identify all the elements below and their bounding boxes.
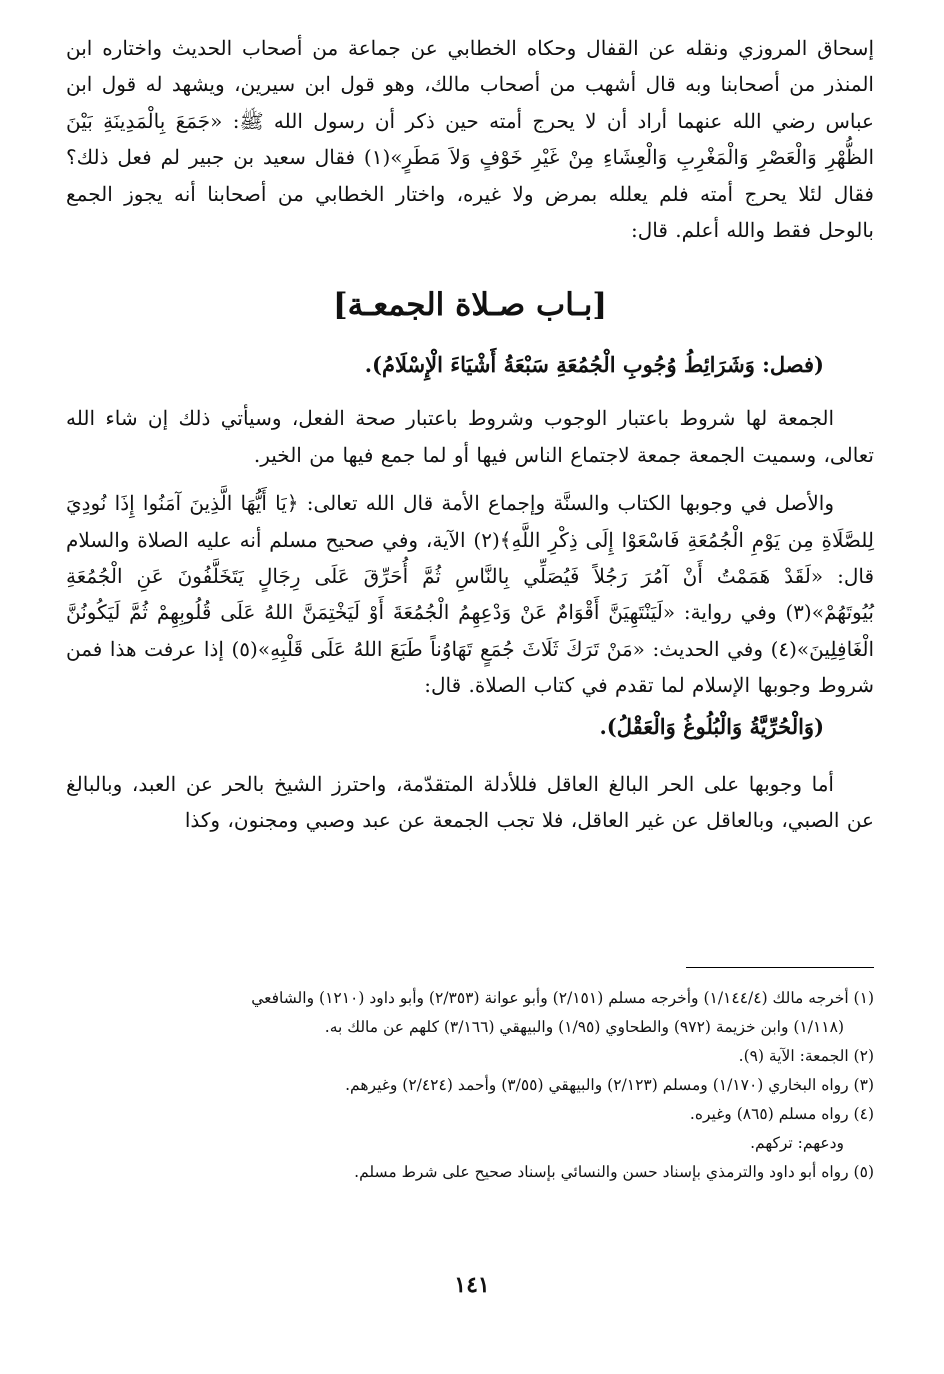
section-heading: (فصل: وَشَرَائِطُ وُجُوبِ الْجُمُعَةِ سَبْعَةُ أَشْيَاءَ الْإِسْلَامُ). [364, 352, 824, 378]
footnote-separator [686, 967, 874, 968]
footnote-1-continued: (١/١١٨) وابن خزيمة (٩٧٢) والطحاوي (١/٩٥) والبيهقي (٣/١٦٦) كلهم عن مالك به. [324, 1018, 844, 1036]
paragraph-conditions: الجمعة لها شروط باعتبار الوجوب وشروط باعتبار صحة الفعل، وسيأتي ذلك إن شاء الله تعالى، وسميت الجمعة جمعة لاجتماع الناس فيها أو لما جمع فيها من الخير. [66, 406, 874, 467]
footnote-2: (٢) الجمعة: الآية (٩). [738, 1047, 874, 1065]
matn-line: (وَالْحُرِّيَّةُ وَالْبُلُوغُ وَالْعَقْلُ). [599, 713, 824, 739]
footnote-4-gloss: ودعهم: تركهم. [750, 1134, 844, 1152]
page-number: ١٤١ [454, 1272, 490, 1298]
footnotes [70, 984, 874, 1187]
paragraph-obligation: أما وجوبها على الحر البالغ العاقل فللأدلة المتقدّمة، واحترز الشيخ بالحر عن العبد، وبالبالغ عن الصبي، وبالعاقل عن غير العاقل، فلا تجب الجمعة عن عبد وصبي ومجنون، وكذا [66, 771, 874, 833]
footnote-4: (٤) رواه مسلم (٨٦٥) وغيره. [689, 1105, 874, 1123]
page-body [66, 30, 874, 839]
footnote-1: (١) أخرجه مالك (١/١٤٤/٤) وأخرجه مسلم (٢/١٥١) وأبو عوانة (٢/٣٥٣) وأبو داود (١٢١٠) والشافعي [251, 989, 874, 1007]
footnote-3: (٣) رواه البخاري (١/١٧٠) ومسلم (٢/١٢٣) والبيهقي (٣/٥٥) وأحمد (٢/٤٢٤) وغيرهم. [345, 1076, 874, 1094]
chapter-title: [بـاب صـلاة الجمعـة] [332, 287, 608, 324]
footnote-5: (٥) رواه أبو داود والترمذي بإسناد حسن والنسائي بإسناد صحيح على شرط مسلم. [354, 1163, 874, 1181]
paragraph-evidence: والأصل في وجوبها الكتاب والسنَّة وإجماع الأمة قال الله تعالى: ﴿يَا أَيُّهَا الَّذِينَ آمَنُوا إِذَا نُودِيَ لِلصَّلَاةِ مِن يَوْمِ الْجُمُعَةِ فَاسْعَوْا إِلَى ذِكْرِ اللَّهِ﴾(٢) الآية، وفي صحيح مسلم أنه عليه الصلاة والسلام قال: «لَقَدْ هَمَمْتُ أَنْ آمُرَ رَجُلاً فَيُصَلِّي بِالنَّاسِ ثُمَّ أُحَرِّقَ عَلَى رِجَالٍ يَتَخَلَّفُونَ عَنِ الْجُمُعَةِ بُيُوتَهُمْ»(٣) وفي رواية: «لَيَنْتَهِيَنَّ أَقْوَامٌ عَنْ وَدْعِهِمُ الْجُمُعَةَ أَوْ لَيَخْتِمَنَّ اللهُ عَلَى قُلُوبِهِمْ ثُمَّ لَيَكُونُنَّ الْغَافِلِينَ»(٤) وفي الحديث: «مَنْ تَرَكَ ثَلَاثَ جُمَعٍ تَهَاوُناً طَبَعَ اللهُ عَلَى قَلْبِهِ»(٥) إذا عرفت هذا فمن شروط وجوبها الإسلام لما تقدم في كتاب الصلاة. قال: [66, 491, 874, 698]
intro-paragraph: إسحاق المروزي ونقله عن القفال وحكاه الخطابي عن جماعة من أصحاب الحديث واختاره ابن المنذر من أصحابنا وبه قال أشهب من أصحاب مالك، وهو قول ابن سيرين، ويشهد له قول ابن عباس رضي الله عنهما أراد أن لا يحرج أمته حين ذكر أن رسول الله ﷺ: «جَمَعَ بِالْمَدِينَةِ بَيْنَ الظُّهْرِ وَالْعَصْرِ وَالْمَغْرِبِ وَالْعِشَاءِ مِنْ غَيْرِ خَوْفٍ وَلاَ مَطَرٍ»(١) فقال سعيد بن جبير لم فعل ذلك؟ فقال لئلا يحرج أمته فلم يعلله بمرض ولا غيره، واختار الخطابي من أصحابنا أنه يجوز الجمع بالوحل فقط والله أعلم. قال: [66, 36, 874, 243]
